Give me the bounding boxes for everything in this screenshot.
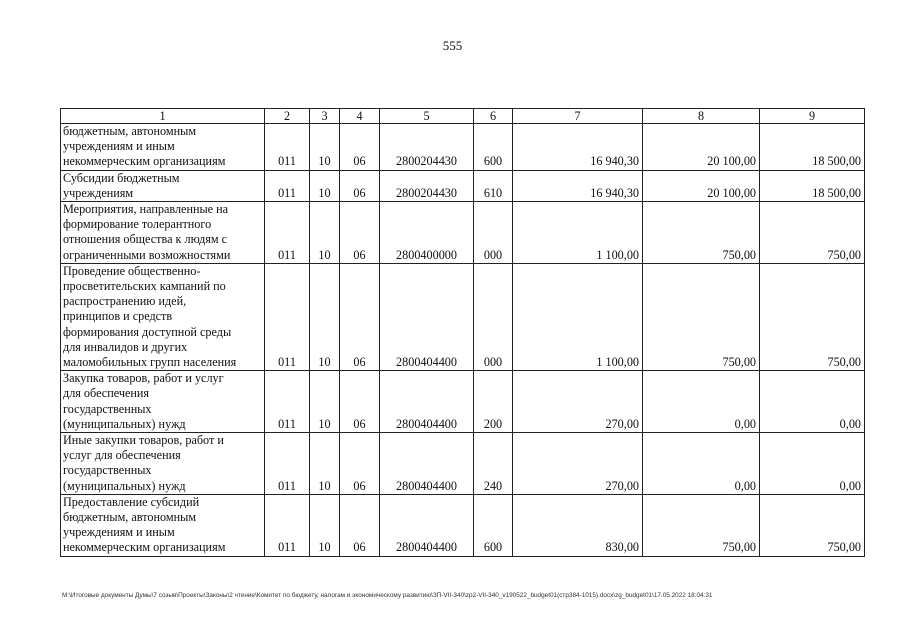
cell-target-article: 2800404400	[380, 433, 474, 495]
file-path-footer: M:\Итоговые документы Думы\7 созыв\Проекты\Законы\2 чтение\Комитет по бюджету, налогам и экономическому развитию\ЗП-VII-340\zp2-VII-340_v190522_budget01(стр384-1015).docx\zg_budget01\17.05.2022 18:04:31	[62, 592, 713, 599]
cell-amount-3: 750,00	[760, 202, 865, 264]
cell-amount-1: 830,00	[513, 494, 643, 556]
cell-expense-type: 240	[474, 433, 513, 495]
cell-section: 10	[310, 371, 340, 433]
row-name: Проведение общественно- просветительских кампаний по распространению идей, принципов и средств формирования доступной среды для инвалидов и других маломобильных групп населения	[61, 263, 265, 370]
cell-expense-type: 610	[474, 170, 513, 201]
cell-subsection: 06	[340, 124, 380, 171]
cell-expense-type: 000	[474, 263, 513, 370]
column-header: 1	[61, 109, 265, 124]
cell-amount-1: 270,00	[513, 433, 643, 495]
cell-amount-3: 0,00	[760, 371, 865, 433]
page-number: 555	[442, 38, 463, 53]
row-name: бюджетным, автономным учреждениям и иным некоммерческим организациям	[61, 124, 265, 171]
cell-section: 10	[310, 124, 340, 171]
cell-amount-2: 0,00	[643, 433, 760, 495]
cell-subsection: 06	[340, 263, 380, 370]
cell-expense-type: 600	[474, 124, 513, 171]
cell-subsection: 06	[340, 494, 380, 556]
table-row	[61, 124, 865, 171]
cell-amount-3: 750,00	[760, 494, 865, 556]
row-name: Субсидии бюджетным учреждениям	[61, 170, 265, 201]
cell-ministry-code: 011	[265, 263, 310, 370]
cell-amount-3: 18 500,00	[760, 124, 865, 171]
cell-amount-2: 750,00	[643, 202, 760, 264]
cell-target-article: 2800404400	[380, 371, 474, 433]
cell-amount-2: 20 100,00	[643, 124, 760, 171]
row-name: Предоставление субсидий бюджетным, автономным учреждениям и иным некоммерческим организациям	[61, 494, 265, 556]
cell-expense-type: 200	[474, 371, 513, 433]
column-header: 3	[310, 109, 340, 124]
cell-ministry-code: 011	[265, 124, 310, 171]
cell-amount-3: 18 500,00	[760, 170, 865, 201]
cell-target-article: 2800204430	[380, 170, 474, 201]
row-name: Закупка товаров, работ и услуг для обеспечения государственных (муниципальных) нужд	[61, 371, 265, 433]
table-row	[61, 433, 865, 495]
budget-table	[60, 108, 865, 557]
table-row	[61, 263, 865, 370]
row-name: Иные закупки товаров, работ и услуг для обеспечения государственных (муниципальных) нужд	[61, 433, 265, 495]
cell-expense-type: 000	[474, 202, 513, 264]
cell-amount-2: 0,00	[643, 371, 760, 433]
column-header: 6	[474, 109, 513, 124]
column-header: 2	[265, 109, 310, 124]
cell-target-article: 2800400000	[380, 202, 474, 264]
cell-amount-1: 16 940,30	[513, 124, 643, 171]
cell-section: 10	[310, 433, 340, 495]
cell-expense-type: 600	[474, 494, 513, 556]
cell-target-article: 2800204430	[380, 124, 474, 171]
cell-amount-2: 750,00	[643, 263, 760, 370]
cell-ministry-code: 011	[265, 170, 310, 201]
cell-subsection: 06	[340, 371, 380, 433]
cell-section: 10	[310, 494, 340, 556]
cell-target-article: 2800404400	[380, 494, 474, 556]
cell-amount-1: 1 100,00	[513, 202, 643, 264]
column-header: 8	[643, 109, 760, 124]
column-header: 5	[380, 109, 474, 124]
cell-target-article: 2800404400	[380, 263, 474, 370]
column-header: 7	[513, 109, 643, 124]
row-name: Мероприятия, направленные на формирование толерантного отношения общества к людям с ограниченными возможностями	[61, 202, 265, 264]
cell-amount-2: 20 100,00	[643, 170, 760, 201]
cell-ministry-code: 011	[265, 433, 310, 495]
cell-section: 10	[310, 202, 340, 264]
cell-subsection: 06	[340, 202, 380, 264]
table-row	[61, 170, 865, 201]
cell-subsection: 06	[340, 433, 380, 495]
cell-section: 10	[310, 263, 340, 370]
cell-amount-1: 1 100,00	[513, 263, 643, 370]
cell-amount-1: 270,00	[513, 371, 643, 433]
table-row	[61, 371, 865, 433]
cell-ministry-code: 011	[265, 371, 310, 433]
cell-ministry-code: 011	[265, 202, 310, 264]
cell-ministry-code: 011	[265, 494, 310, 556]
cell-amount-3: 0,00	[760, 433, 865, 495]
table-header-row	[61, 109, 865, 124]
table-row	[61, 202, 865, 264]
column-header: 4	[340, 109, 380, 124]
cell-amount-2: 750,00	[643, 494, 760, 556]
cell-amount-3: 750,00	[760, 263, 865, 370]
cell-subsection: 06	[340, 170, 380, 201]
table-row	[61, 494, 865, 556]
cell-amount-1: 16 940,30	[513, 170, 643, 201]
cell-section: 10	[310, 170, 340, 201]
column-header: 9	[760, 109, 865, 124]
